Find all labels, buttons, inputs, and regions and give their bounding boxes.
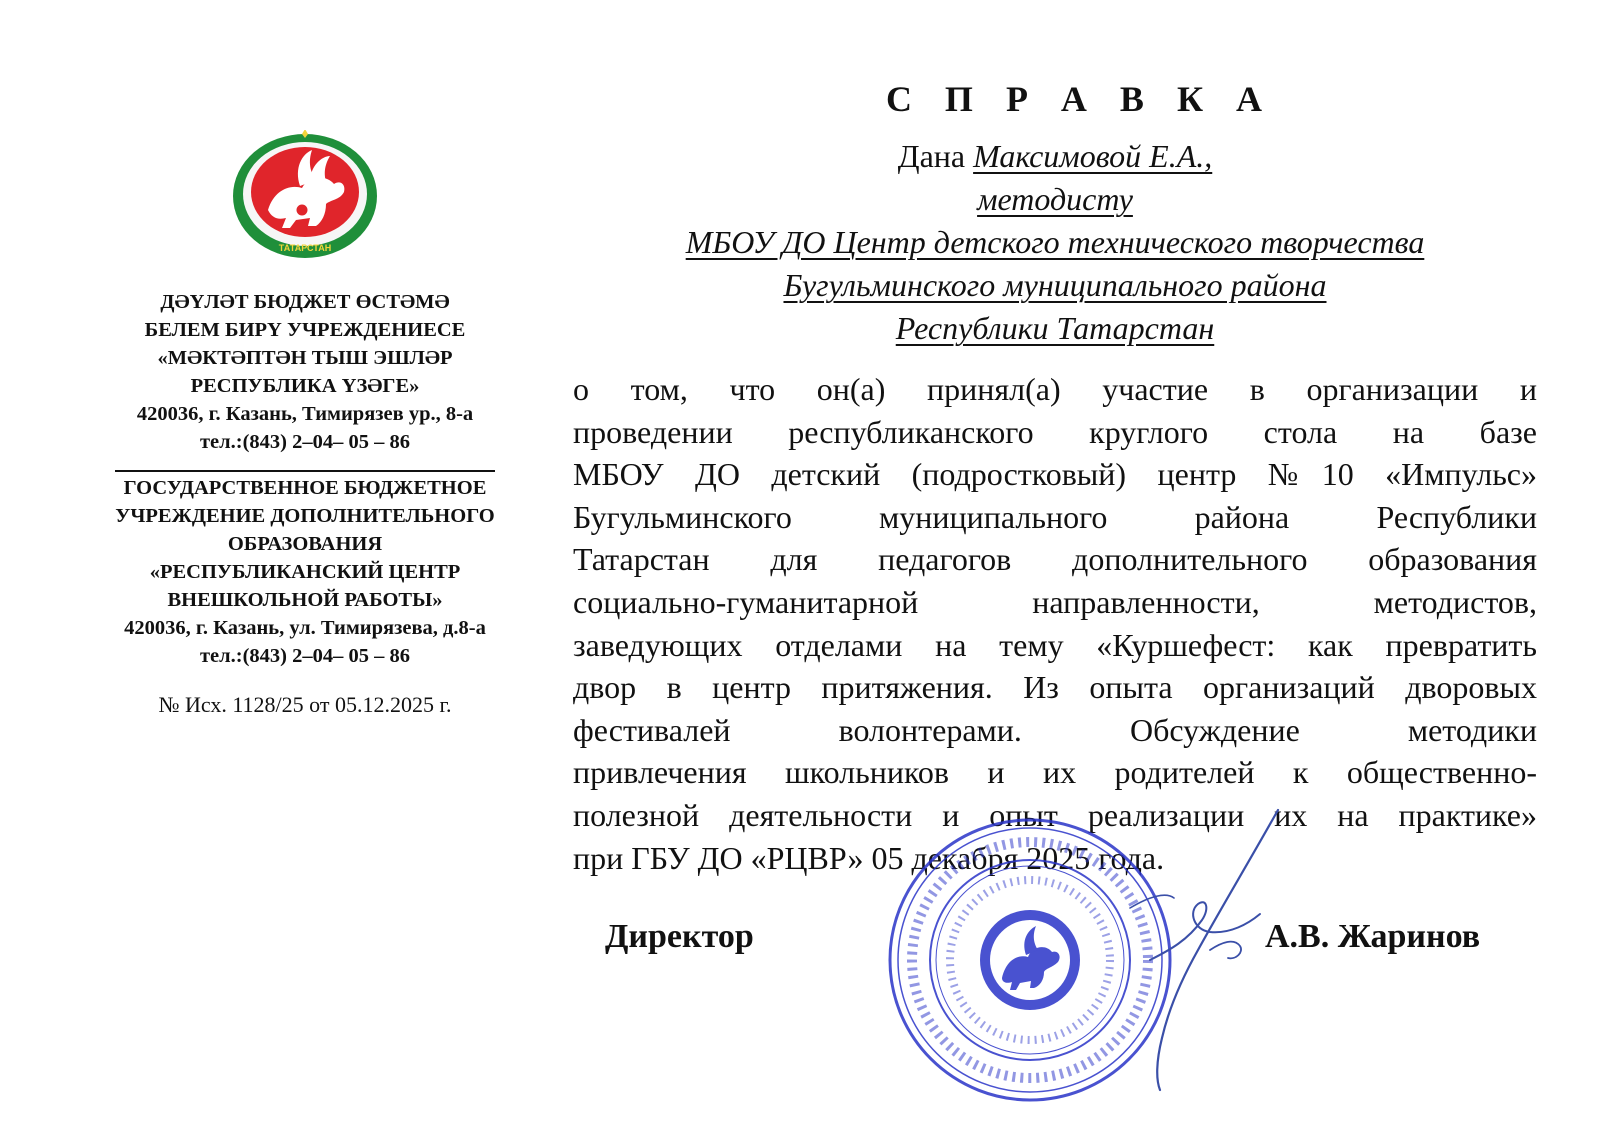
header-divider xyxy=(115,470,495,472)
header-line: ОБРАЗОВАНИЯ xyxy=(227,533,383,555)
body-line: фестивалей волонтерами. Обсуждение методики xyxy=(573,711,1537,748)
organization-header xyxy=(70,130,540,718)
recipient-name: Максимовой Е.А., xyxy=(973,138,1213,174)
header-line: ДӘҮЛӘТ БЮДЖЕТ ӨСТӘМӘ xyxy=(160,291,450,313)
given-prefix: Дана xyxy=(897,138,974,174)
body-line: социально-гуманитарной направленности, методистов, xyxy=(573,583,1537,620)
header-address: 420036, г. Казань, Тимирязев ур., 8-а xyxy=(136,403,474,425)
addressee-block xyxy=(575,135,1535,350)
tatar-header xyxy=(70,288,540,456)
body-line: привлечения школьников и их родителей к общественно- xyxy=(573,754,1537,791)
tatarstan-emblem-icon xyxy=(230,130,380,260)
addressee-first-line xyxy=(575,135,1535,178)
recipient-organization: МБОУ ДО Центр детского технического творчества xyxy=(685,224,1425,260)
header-phone: тел.:(843) 2–04– 05 – 86 xyxy=(199,431,411,453)
recipient-republic: Республики Татарстан xyxy=(895,310,1215,346)
header-line: «МӘКТӘПТӘН ТЫШ ЭШЛӘР xyxy=(157,347,453,369)
certificate-body xyxy=(573,368,1537,879)
body-line: заведующих отделами на тему «Куршефест: как превратить xyxy=(573,626,1537,663)
body-line: проведении республиканского круглого стола на базе xyxy=(573,413,1537,450)
outgoing-reference: № Исх. 1128/25 от 05.12.2025 г. xyxy=(158,692,452,717)
emblem-caption: ТАТАРСТАН xyxy=(278,243,332,253)
header-line: УЧРЕЖДЕНИЕ ДОПОЛНИТЕЛЬНОГО xyxy=(115,505,495,527)
document-title: С П Р А В К А xyxy=(885,79,1275,119)
header-line: ГОСУДАРСТВЕННОЕ БЮДЖЕТНОЕ xyxy=(123,477,487,499)
signatory-role: Директор xyxy=(605,918,754,955)
body-line: двор в центр притяжения. Из опыта организаций дворовых xyxy=(573,669,1537,706)
body-line: о том, что он(а) принял(а) участие в организации и xyxy=(573,371,1537,407)
body-line: МБОУ ДО детский (подростковый) центр №10 «Импульс» xyxy=(573,456,1537,493)
signatory-name: А.В. Жаринов xyxy=(1265,918,1481,955)
header-line: БЕЛЕМ БИРҮ УЧРЕЖДЕНИЕСЕ xyxy=(144,319,466,341)
header-address: 420036, г. Казань, ул. Тимирязева, д.8-а xyxy=(124,617,486,639)
body-line: полезной деятельности и опыт реализации их на практике» xyxy=(573,796,1537,833)
recipient-position: методисту xyxy=(977,181,1133,217)
russian-header xyxy=(70,474,540,670)
body-line: Бугульминского муниципального района Республики xyxy=(573,498,1537,535)
header-line: «РЕСПУБЛИКАНСКИЙ ЦЕНТР xyxy=(149,561,461,583)
header-line: ВНЕШКОЛЬНОЙ РАБОТЫ» xyxy=(167,589,443,611)
header-line: РЕСПУБЛИКА ҮЗӘГЕ» xyxy=(190,375,420,397)
body-line: при ГБУ ДО «РЦВР» 05 декабря 2025 года. xyxy=(573,839,1165,876)
recipient-district: Бугульминского муниципального района xyxy=(783,267,1327,303)
body-line: Татарстан для педагогов дополнительного образования xyxy=(573,541,1537,578)
header-phone: тел.:(843) 2–04– 05 – 86 xyxy=(199,645,411,667)
